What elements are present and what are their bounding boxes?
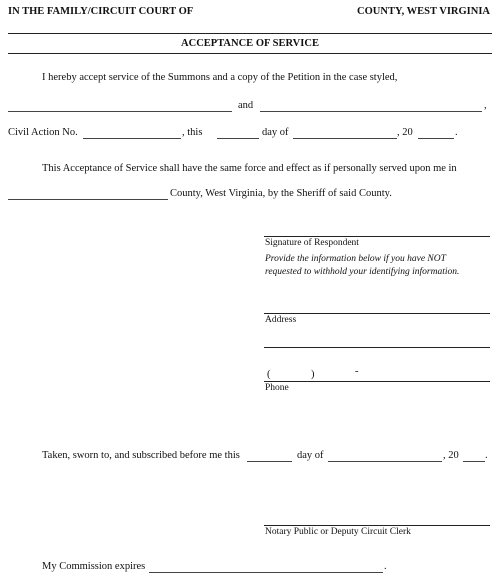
and-word: and	[238, 100, 254, 111]
month-field[interactable]	[293, 138, 397, 139]
document-title: ACCEPTANCE OF SERVICE	[181, 38, 319, 49]
commission-text: My Commission expires	[42, 561, 146, 572]
notary-month-field[interactable]	[328, 461, 442, 462]
signature-line[interactable]	[264, 236, 490, 237]
county-field[interactable]	[8, 199, 168, 200]
notary-period: .	[485, 450, 488, 461]
court-name-right: COUNTY, WEST VIRGINIA	[357, 6, 490, 17]
county-text: County, West Virginia, by the Sheriff of said County.	[170, 188, 392, 199]
commission-expires-field[interactable]	[149, 572, 383, 573]
signature-respondent-label: Signature of Respondent	[265, 238, 359, 248]
notary-day-field[interactable]	[247, 461, 292, 462]
day-of-word: day of	[262, 127, 289, 138]
plaintiff-name-field[interactable]	[8, 111, 232, 112]
phone-line[interactable]	[264, 381, 490, 382]
notary-label: Notary Public or Deputy Circuit Clerk	[265, 527, 411, 537]
address-line[interactable]	[264, 313, 490, 314]
title-rule-bottom	[8, 53, 492, 54]
sworn-text: Taken, sworn to, and subscribed before me this	[42, 450, 240, 461]
provide-info-line2: requested to withhold your identifying information.	[265, 267, 460, 277]
this-word: , this	[182, 127, 203, 138]
address-label: Address	[265, 315, 297, 325]
phone-label: Phone	[265, 383, 289, 393]
commission-period: .	[384, 561, 387, 572]
civil-action-number-field[interactable]	[83, 138, 181, 139]
period: .	[455, 127, 458, 138]
year-field[interactable]	[418, 138, 454, 139]
day-field[interactable]	[217, 138, 259, 139]
phone-dash: -	[355, 366, 359, 377]
civil-action-label: Civil Action No.	[8, 127, 78, 138]
notary-signature-line[interactable]	[264, 525, 490, 526]
phone-open-paren: (	[267, 369, 271, 380]
notary-year-prefix: , 20	[443, 450, 459, 461]
effect-text: This Acceptance of Service shall have the same force and effect as if personally served upon me in	[42, 163, 457, 174]
year-prefix: , 20	[397, 127, 413, 138]
trailing-comma: ,	[484, 100, 487, 111]
defendant-name-field[interactable]	[260, 111, 482, 112]
notary-day-of-word: day of	[297, 450, 324, 461]
provide-info-line1: Provide the information below if you have NOT	[265, 254, 446, 264]
phone-close-paren: )	[311, 369, 315, 380]
court-name-left: IN THE FAMILY/CIRCUIT COURT OF	[8, 6, 194, 17]
title-rule-top	[8, 33, 492, 34]
notary-year-field[interactable]	[463, 461, 485, 462]
address-line-2[interactable]	[264, 347, 490, 348]
intro-text: I hereby accept service of the Summons and a copy of the Petition in the case styled,	[42, 72, 398, 83]
